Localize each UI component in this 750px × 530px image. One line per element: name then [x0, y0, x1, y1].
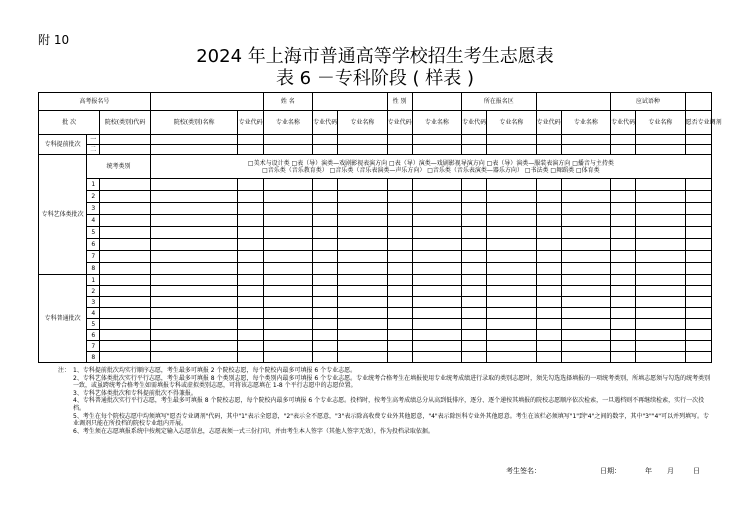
info-row — [39, 93, 712, 111]
early-row-1 — [39, 135, 712, 145]
row-number: 8 — [87, 352, 100, 363]
notes-label: 注： — [57, 367, 70, 374]
row-number: 8 — [87, 263, 100, 275]
form-title: 2024 年上海市普通高等学校招生考生志愿表 — [196, 46, 554, 67]
district-field[interactable] — [536, 93, 611, 111]
note-item: 1、专科提前批次均实行顺序志愿，考生最多可填报 2 个院校志愿，每个院校内最多可填报 6 个专业志愿。 — [73, 367, 357, 374]
normal-row — [39, 341, 712, 352]
attachment-label: 附 10 — [38, 33, 70, 47]
year-label: 年 — [645, 467, 652, 475]
art-category-options[interactable] — [150, 155, 711, 179]
name-field[interactable] — [312, 93, 387, 111]
volunteer-form-table — [38, 92, 722, 363]
row-number: 4 — [87, 308, 100, 319]
row-number: 4 — [87, 215, 100, 227]
col-major-code: 专业代码 — [238, 111, 263, 135]
row-number: 一 — [87, 135, 100, 145]
col-major-name: 专业名称 — [412, 111, 461, 135]
col-major-name: 专业名称 — [338, 111, 387, 135]
col-major-name: 专业名称 — [636, 111, 685, 135]
form-subtitle: 表 6 －专科阶段 ( 样表 ) — [275, 68, 475, 89]
batch-art-label: 专科艺体类批次 — [39, 155, 87, 275]
row-number: 2 — [87, 286, 100, 297]
batch-early-label: 专科提前批次 — [39, 135, 87, 155]
art-category-line-2[interactable]: □音乐类（音乐教育类） □音乐类（音乐表演类—声乐方向） □音乐类（音乐表演类—器乐方向） □书法类 □舞蹈类 □体育类 — [262, 166, 600, 174]
art-row — [39, 215, 712, 227]
normal-row — [39, 286, 712, 297]
normal-row — [39, 275, 712, 286]
column-header-row — [39, 111, 712, 135]
col-major-name: 专业名称 — [263, 111, 312, 135]
notes-section — [40, 367, 712, 435]
gender-label: 性 别 — [387, 93, 412, 111]
row-number: 6 — [87, 239, 100, 251]
normal-row — [39, 308, 712, 319]
note-item: 4、专科普通批次实行平行志愿，考生最多可填报 8 个院校志愿，每个院校内最多可填报 6 个专业志愿。投档时，按考生高考成绩总分从高到低排序，逐分、逐个递按其填报的院校志愿顺序依次检索，一旦遇档则不再继续检索，实行一次投档。 — [73, 397, 705, 412]
art-category-line-1[interactable]: □美术与设计类 □表（导）演类—戏剧影视表演方向 □表（导）演类—戏剧影视导演方向 □表（导）演类—服装表演方向 □播音与主持类 — [247, 159, 614, 167]
art-row — [39, 263, 712, 275]
col-major-code: 专业代码 — [462, 111, 487, 135]
art-row — [39, 179, 712, 191]
col-obey-adjust: 愿否专业调剂 — [685, 111, 711, 135]
row-number: 5 — [87, 319, 100, 330]
date-label: 日期： — [600, 467, 621, 475]
row-number: 6 — [87, 330, 100, 341]
normal-row — [39, 352, 712, 363]
col-major-name: 专业名称 — [561, 111, 610, 135]
note-item: 5、考生在每个院校志愿中均须填写"愿否专业调剂"代码，其中"1"表示全愿意，"2"表示全不愿意，"3"表示除高收费专业外其他愿意，"4"表示除医科专业外其他愿意。考生在该栏必须填写"1"到"4"之间的数字，其中"3""4"可以并列填写。专业调剂只能在所投档的院校专业组内开展。 — [73, 412, 710, 428]
language-label: 应试语种 — [611, 93, 686, 111]
art-row — [39, 227, 712, 239]
row-number: 7 — [87, 251, 100, 263]
col-major-name: 专业名称 — [487, 111, 536, 135]
col-school-name: 院校(类别)名称 — [150, 111, 238, 135]
language-field[interactable] — [685, 93, 711, 111]
exam-no-label: 高考报名号 — [39, 93, 151, 111]
normal-row — [39, 330, 712, 341]
note-item: 3、专科艺体类批次和专科提前批次不得兼报。 — [73, 389, 197, 397]
art-row — [39, 239, 712, 251]
row-number: 3 — [87, 203, 100, 215]
normal-row — [39, 297, 712, 308]
note-item: 6、考生须在志愿填报系统中按规定输入志愿信息，志愿表须一式三份打印，并由考生本人签字（其他人签字无效），作为投档录取依据。 — [73, 427, 434, 435]
exam-no-field[interactable] — [150, 93, 263, 111]
row-number: 7 — [87, 341, 100, 352]
col-batch: 批 次 — [39, 111, 100, 135]
normal-row — [39, 319, 712, 330]
name-label: 姓 名 — [263, 93, 312, 111]
art-category-row — [39, 155, 712, 179]
note-item: 2、专科艺体类批次实行平行志愿，考生最多可填报 8 个类别志愿，每个类别内最多可填报 6 个专业志愿。专业统考合格考生在填报使用专业统考成绩进行录取的类别志愿时，须先勾选选择填报的一项统考类别，所填志愿须与勾选的统考类别一致，或虽跨统考合格考生如需填报专科或虚拟类别志愿，可将该志愿填在 1-8 个平行志愿中的志愿位置。 — [73, 374, 711, 390]
col-major-code: 专业代码 — [536, 111, 561, 135]
row-number: 二 — [87, 145, 100, 155]
gender-field[interactable] — [412, 93, 461, 111]
signature-label: 考生签名： — [506, 467, 541, 475]
col-major-code: 专业代码 — [312, 111, 337, 135]
col-school-code: 院校(类别)代码 — [100, 111, 150, 135]
art-row — [39, 191, 712, 203]
row-number: 1 — [87, 179, 100, 191]
row-number: 1 — [87, 275, 100, 286]
row-number: 3 — [87, 297, 100, 308]
batch-normal-label: 专科普通批次 — [39, 275, 87, 363]
row-number: 5 — [87, 227, 100, 239]
col-major-code: 专业代码 — [611, 111, 636, 135]
month-label: 月 — [667, 467, 674, 475]
district-label: 所在报名区 — [462, 93, 537, 111]
art-row — [39, 251, 712, 263]
early-row-2 — [39, 145, 712, 155]
art-row — [39, 203, 712, 215]
art-category-label: 统考类别 — [87, 155, 151, 179]
row-number: 2 — [87, 191, 100, 203]
col-major-code: 专业代码 — [387, 111, 412, 135]
day-label: 日 — [693, 467, 700, 475]
